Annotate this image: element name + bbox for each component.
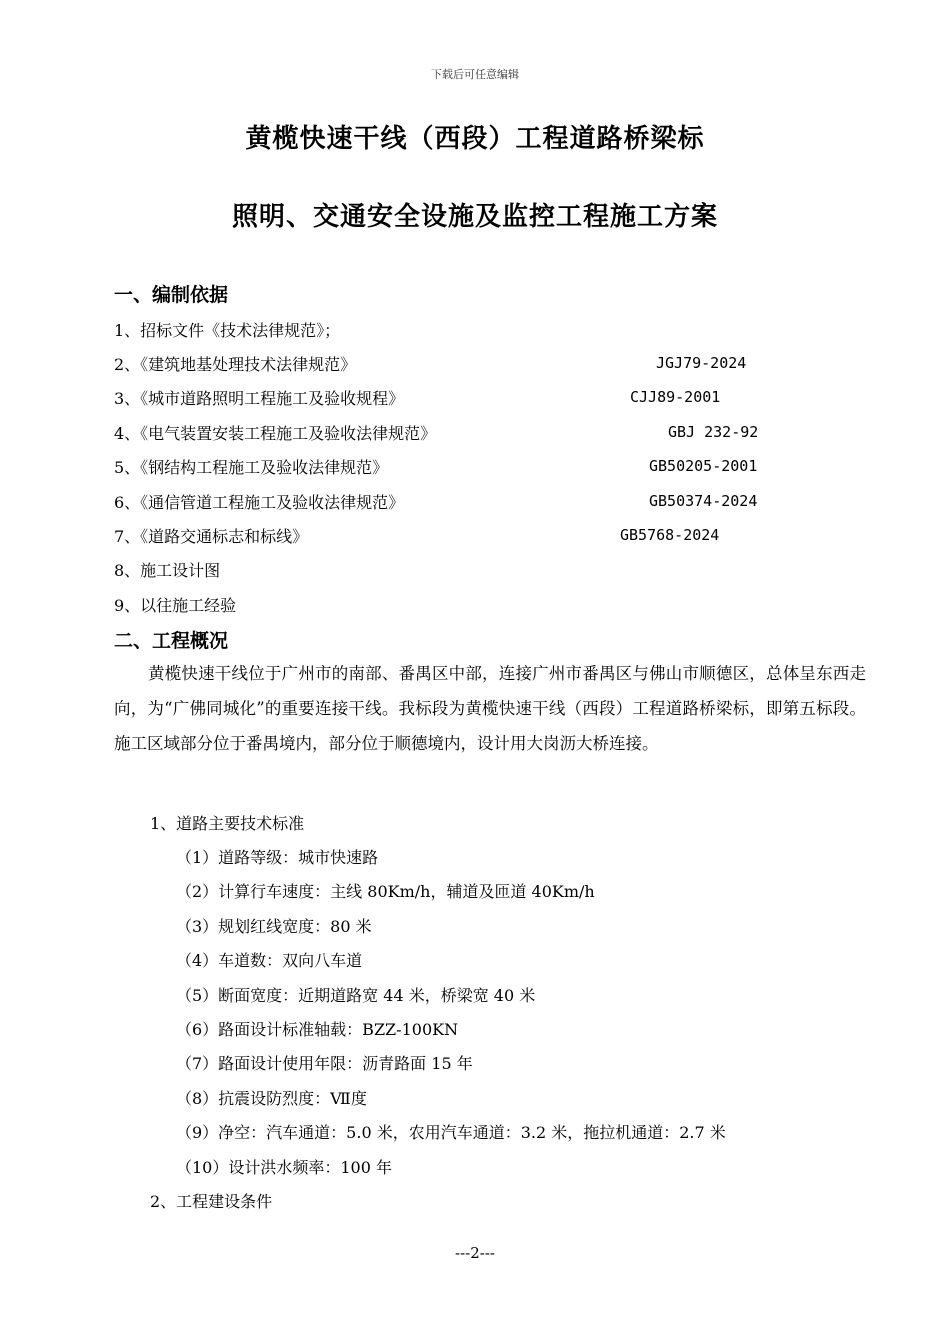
basis-item-code: GB5768-2024: [620, 526, 720, 544]
standard-item: （1）道路等级：城市快速路: [176, 848, 379, 867]
standard-item: （5）断面宽度：近期道路宽 44 米，桥梁宽 40 米: [176, 986, 536, 1005]
basis-item-code: GB50205-2001: [649, 457, 758, 475]
page-number: ---2---: [455, 1244, 495, 1262]
overview-paragraph: 黄榄快速干线位于广州市的南部、番禺区中部，连接广州市番禺区与佛山市顺德区，总体呈东西走向，为“广佛同城化”的重要连接干线。我标段为黄榄快速干线（西段）工程道路桥梁标，即第五标段。施工区域部分位于番禺境内，部分位于顺德境内，设计用大岗沥大桥连接。: [114, 664, 866, 753]
standard-item: （9）净空：汽车通道：5.0 米，农用汽车通道：3.2 米，拖拉机通道：2.7 米: [176, 1123, 726, 1142]
document-title: 黄榄快速干线（西段）工程道路桥梁标: [245, 124, 705, 154]
basis-item: 4、《电气装置安装工程施工及验收法律规范》: [114, 424, 437, 443]
basis-item: 9、以往施工经验: [114, 596, 237, 615]
section-heading-basis: 一、编制依据: [114, 284, 229, 306]
document-subtitle: 照明、交通安全设施及监控工程施工方案: [231, 202, 718, 232]
subsection-heading: 1、道路主要技术标准: [150, 814, 305, 833]
basis-item: 5、《钢结构工程施工及验收法律规范》: [114, 458, 389, 477]
basis-item: 3、《城市道路照明工程施工及验收规程》: [114, 389, 405, 408]
basis-item-code: JGJ79-2024: [656, 354, 747, 372]
basis-item-code: GBJ 232-92: [668, 423, 759, 441]
subsection-heading: 2、工程建设条件: [150, 1192, 273, 1211]
basis-item-code: CJJ89-2001: [630, 388, 721, 406]
standard-item: （8）抗震设防烈度：Ⅶ度: [176, 1089, 367, 1108]
basis-item: 6、《通信管道工程施工及验收法律规范》: [114, 493, 405, 512]
standard-item: （6）路面设计标准轴载：BZZ-100KN: [176, 1020, 459, 1039]
basis-item: 1、招标文件《技术法律规范》；: [114, 321, 341, 340]
page-header: 下载后可任意编辑: [431, 68, 519, 81]
standard-item: （7）路面设计使用年限：沥青路面 15 年: [176, 1054, 473, 1073]
basis-item: 2、《建筑地基处理技术法律规范》: [114, 355, 357, 374]
standard-item: （4）车道数：双向八车道: [176, 951, 363, 970]
standard-item: （10）设计洪水频率：100 年: [176, 1158, 392, 1177]
section-heading-overview: 二、工程概况: [114, 630, 229, 652]
standard-item: （3）规划红线宽度：80 米: [176, 917, 372, 936]
standard-item: （2）计算行车速度：主线 80Km/h，辅道及匝道 40Km/h: [176, 882, 595, 901]
basis-item: 8、施工设计图: [114, 561, 221, 580]
basis-item: 7、《道路交通标志和标线》: [114, 527, 309, 546]
basis-item-code: GB50374-2024: [649, 492, 758, 510]
